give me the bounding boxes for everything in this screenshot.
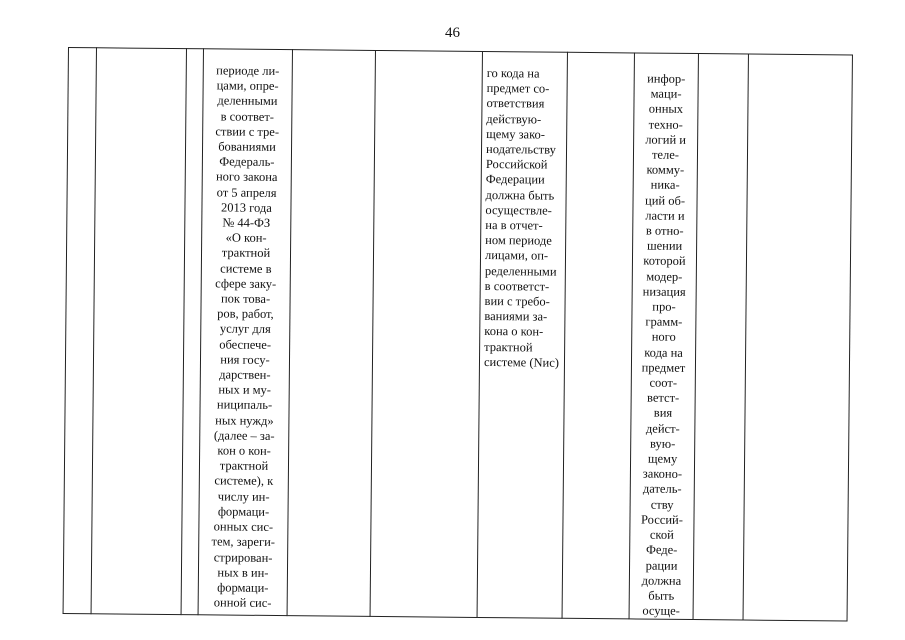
page-number: 46 (445, 25, 460, 41)
table-row (63, 48, 852, 622)
table-cell-col4 (198, 49, 292, 616)
table-cell-col7 (477, 51, 567, 618)
document-table-wrapper (63, 47, 852, 619)
cell-text-procurement-law: периоде ли- цами, опре- деленными в соответ- ствии с тре- бованиями Федераль- ного закона от 5 апреля 2013 года № 44-ФЗ «О кон- трактной системе в сфере заку- пок това- ров, работ, услуг для обеспече- ния госу- дарствен- ных и му- ниципаль- ных нужд» (далее – за- кон о кон- трактной системе), к числу ин- формаци- онных сис- тем, зареги- стрирован- ных в ин- формаци- онной сис- (211, 63, 280, 611)
table-cell-col11 (743, 54, 852, 621)
document-table (63, 47, 853, 622)
table-cell-col2 (91, 48, 186, 615)
cell-text-it-modernization: инфор- маци- онных техно- логий и теле- комму- ника- ций об- ласти и в отно- шении которой модер- низация про- грамм- ного кода на предмет соот- ветст- вия дейст- вую- щему законо- датель- ству Россий- ской Феде- рации должна быть осуще- (641, 71, 687, 619)
cell-text-code-compliance: го кода на предмет со- ответствия действую- щему зако- нодательству Российской Федерации должна быть осуществле- на в отчет- ном периоде лицами, оп- ределенными в соответст- вии с требо- ваниями за- кона о кон- трактной системе (Nис) (483, 66, 560, 370)
table-cell-col8 (562, 52, 634, 619)
table-cell-col5 (287, 50, 375, 617)
table-cell-col10 (693, 54, 748, 621)
table-cell-col6 (370, 50, 482, 617)
table-cell-col9 (629, 53, 698, 620)
